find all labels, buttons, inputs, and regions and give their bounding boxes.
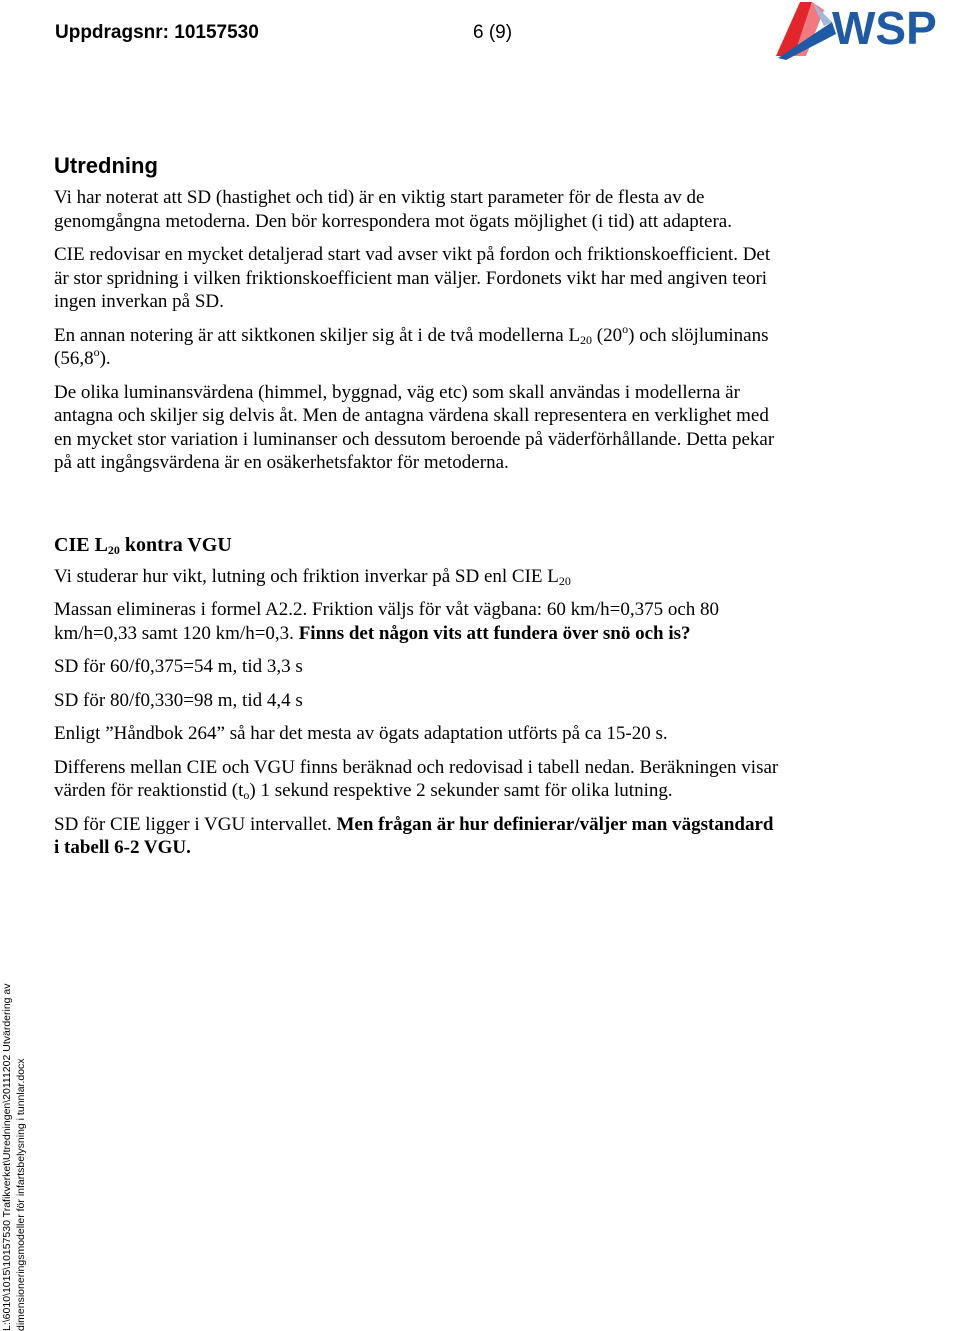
document-body [54,150,779,870]
page-indicator: 6 (9) [473,22,513,43]
order-label: Uppdragsnr: [55,22,169,43]
order-number: 10157530 [174,22,259,43]
paragraph: SD för 80/f0,330=98 m, tid 4,4 s [54,689,303,711]
section-heading-utredning: Utredning [54,153,158,178]
paragraph: Enligt ”Håndbok 264” så har det mesta av ögats adaptation utförts på ca 15-20 s. [54,723,668,744]
paragraph: SD för 60/f0,375=54 m, tid 3,3 s [54,656,303,677]
file-path-line2: dimensioneringsmodeller för infartsbelysning i tunnlar.docx [15,1058,27,1331]
paragraph: Massan elimineras i formel A2.2. Friktion väljs för våt vägbana: 60 km/h=0,375 och 80 km/h=0,33 samt 120 km/h=0,3. Finns det någon vits att fundera över snö och is? [54,599,720,644]
paragraph: De olika luminansvärdena (himmel, byggnad, väg etc) som skall användas i modellerna är antagna och skiljer sig delvis åt. Men de antagna värdena skall representera en verklighet med en mycket stor variation i luminanser och dessutom beroende på väderförhållande. Detta pekar på att ingångsvärdena är en osäkerhetsfaktor för metoderna. [54,381,775,473]
paragraph: En annan notering är att siktkonen skiljer sig åt i de två modellerna $L_{20}$ (20$^o$) och slöjluminans (56,8$^o$). [54,321,769,369]
file-path-margin [0,959,28,1331]
section-heading-cie-vgu: CIE $L_{20}$ kontra VGU [54,533,232,557]
paragraph: Differens mellan CIE och VGU finns beräknad och redovisad i tabell nedan. Beräkningen visar värden för reaktionstid $(t_o)$ 1 sekund respektive 2 sekunder samt för olika lutning. [54,756,779,802]
paragraph: Vi har noterat att SD (hastighet och tid) är en viktig start parameter för de flesta av de genomgångna metoderna. Den bör korrespondera mot ögats möjlighet (i tid) att adaptera. [54,187,732,232]
logo-wordmark: WSP [832,2,937,54]
file-path-line1: L:\6010\1015\10157530 Trafikverket\Utredningen\20111202 Utvärdering av [1,983,13,1331]
paragraph: SD för CIE ligger i VGU intervallet. Men frågan är hur definierar/väljer man vägstandard i tabell 6-2 VGU. [54,813,774,858]
header-order [55,22,259,44]
wsp-logo [772,0,960,60]
paragraph: Vi studerar hur vikt, lutning och friktion inverkar på SD enl CIE $L_{20}$ [54,565,571,588]
paragraph: CIE redovisar en mycket detaljerad start vad avser vikt på fordon och friktionskoefficient. Det är stor spridning i vilken friktionskoefficient man väljer. Fordonets vikt har med angiven teori ingen inverkan på SD. [54,244,771,312]
